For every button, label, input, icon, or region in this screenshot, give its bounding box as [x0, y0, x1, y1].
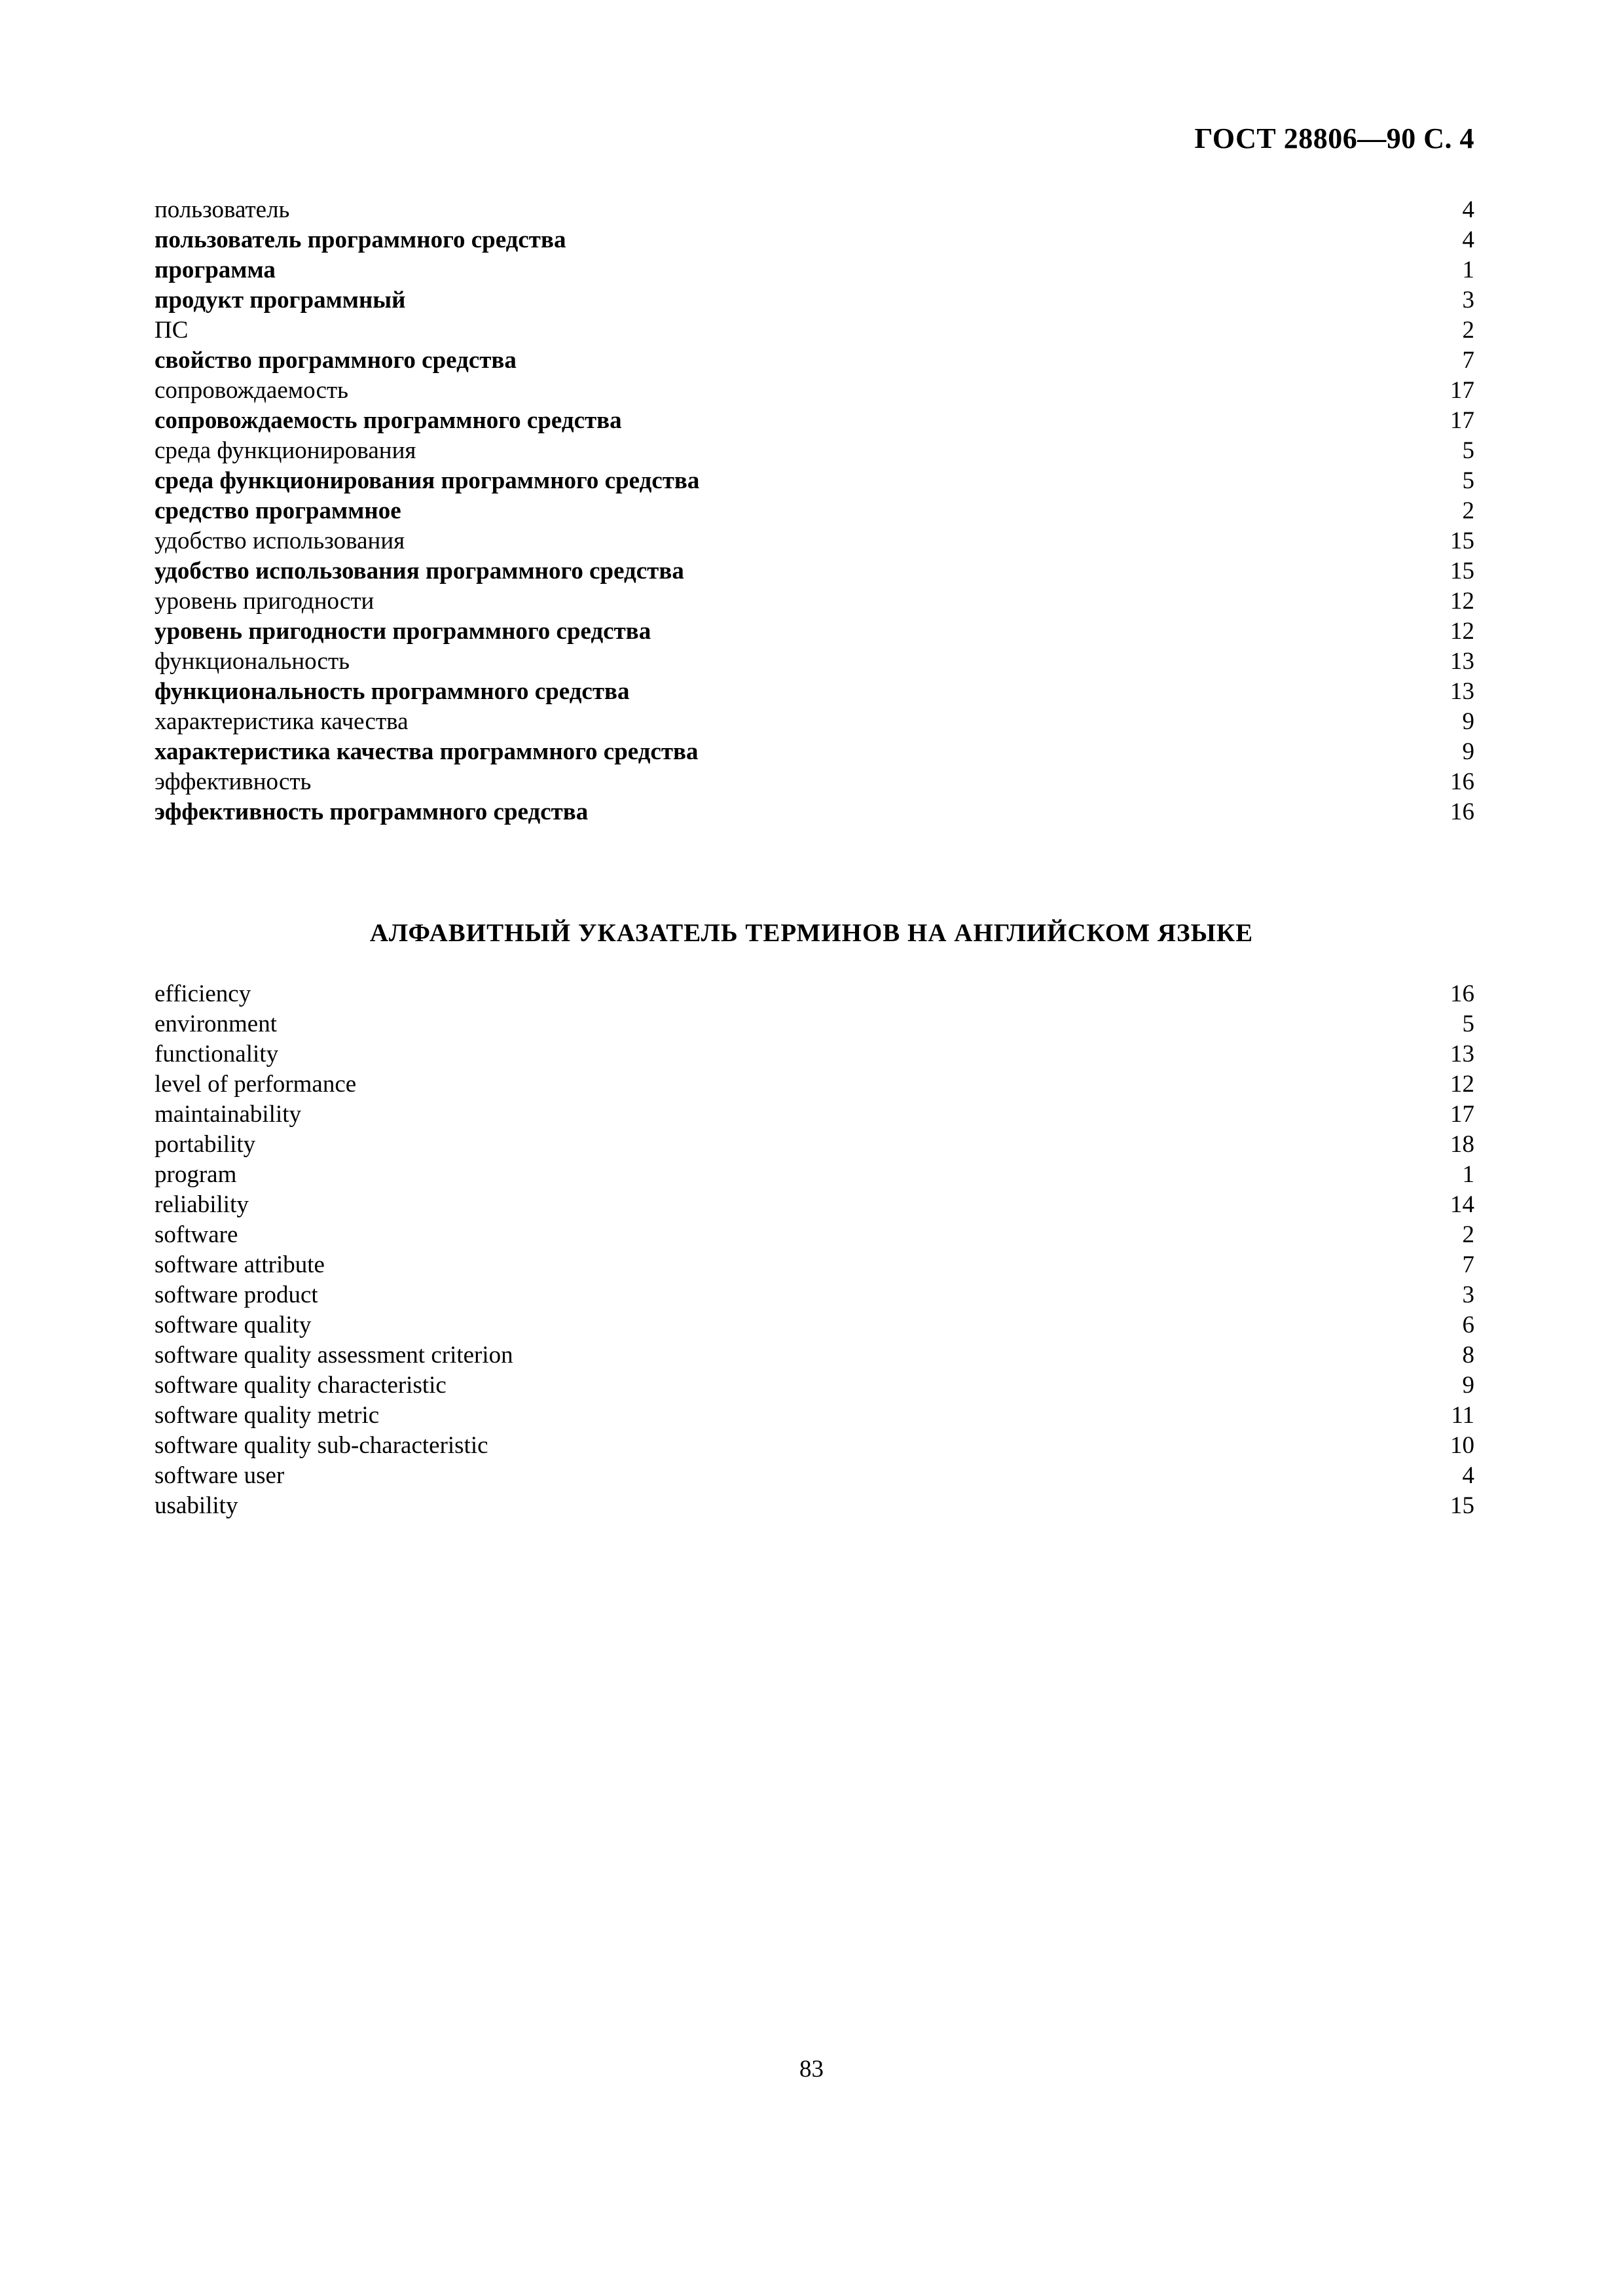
index-term: software — [155, 1221, 238, 1248]
index-term: характеристика качества программного средства — [155, 738, 699, 765]
index-row — [155, 1190, 1474, 1220]
index-row — [155, 406, 1474, 436]
index-row — [155, 677, 1474, 707]
index-term: эффективность программного средства — [155, 798, 589, 825]
index-number: 5 — [1462, 437, 1474, 464]
index-term: удобство использования программного средства — [155, 558, 684, 584]
index-term: maintainability — [155, 1101, 302, 1128]
index-row — [155, 1160, 1474, 1190]
index-number: 13 — [1450, 1041, 1474, 1067]
index-number: 9 — [1462, 708, 1474, 735]
index-number: 17 — [1450, 407, 1474, 434]
index-row — [155, 767, 1474, 797]
index-term: reliability — [155, 1191, 249, 1218]
index-row — [155, 617, 1474, 647]
index-number: 13 — [1450, 678, 1474, 705]
index-number: 12 — [1450, 588, 1474, 615]
index-number: 17 — [1450, 377, 1474, 404]
index-row — [155, 737, 1474, 767]
index-number: 9 — [1462, 1372, 1474, 1399]
index-number: 12 — [1450, 1071, 1474, 1098]
index-row — [155, 436, 1474, 466]
index-number: 7 — [1462, 1251, 1474, 1278]
index-number: 17 — [1450, 1101, 1474, 1128]
index-row — [155, 1310, 1474, 1340]
index-number: 18 — [1450, 1131, 1474, 1158]
index-row — [155, 285, 1474, 315]
index-number: 10 — [1450, 1432, 1474, 1459]
index-row — [155, 376, 1474, 406]
index-number: 3 — [1462, 1282, 1474, 1308]
index-number: 4 — [1462, 1462, 1474, 1489]
index-term: software quality characteristic — [155, 1372, 447, 1399]
english-term-index — [155, 979, 1474, 1521]
index-term: свойство программного средства — [155, 347, 517, 374]
index-term: среда функционирования программного средства — [155, 467, 700, 494]
index-row — [155, 225, 1474, 255]
index-term: ПС — [155, 317, 189, 344]
index-term: программа — [155, 257, 276, 283]
index-row — [155, 1250, 1474, 1280]
index-number: 16 — [1450, 980, 1474, 1007]
index-term: функциональность — [155, 648, 350, 675]
index-row — [155, 979, 1474, 1009]
index-number: 1 — [1462, 1161, 1474, 1188]
index-term: portability — [155, 1131, 256, 1158]
index-term: program — [155, 1161, 237, 1188]
index-row — [155, 1039, 1474, 1069]
index-number: 12 — [1450, 618, 1474, 645]
index-number: 14 — [1450, 1191, 1474, 1218]
index-number: 5 — [1462, 467, 1474, 494]
index-number: 2 — [1462, 317, 1474, 344]
index-term: usability — [155, 1492, 238, 1519]
index-number: 9 — [1462, 738, 1474, 765]
index-row — [155, 195, 1474, 225]
index-number: 16 — [1450, 798, 1474, 825]
index-row — [155, 496, 1474, 526]
index-term: среда функционирования — [155, 437, 416, 464]
index-row — [155, 1100, 1474, 1130]
index-number: 15 — [1450, 558, 1474, 584]
index-number: 5 — [1462, 1011, 1474, 1037]
index-row — [155, 1280, 1474, 1310]
index-term: software quality metric — [155, 1402, 380, 1429]
index-number: 15 — [1450, 528, 1474, 554]
index-term: software quality — [155, 1312, 312, 1338]
index-number: 3 — [1462, 287, 1474, 314]
page-header: ГОСТ 28806—90 С. 4 — [1194, 122, 1474, 154]
index-number: 2 — [1462, 1221, 1474, 1248]
index-row — [155, 1069, 1474, 1100]
index-number: 2 — [1462, 497, 1474, 524]
index-row — [155, 1371, 1474, 1401]
index-row — [155, 346, 1474, 376]
index-number: 1 — [1462, 257, 1474, 283]
index-term: уровень пригодности программного средства — [155, 618, 651, 645]
index-term: software quality sub-characteristic — [155, 1432, 488, 1459]
russian-term-index — [155, 195, 1474, 827]
index-term: software quality assessment criterion — [155, 1342, 513, 1369]
index-term: пользователь — [155, 196, 290, 223]
index-row — [155, 1009, 1474, 1039]
index-row — [155, 647, 1474, 677]
index-row — [155, 466, 1474, 496]
english-index-title: АЛФАВИТНЫЙ УКАЗАТЕЛЬ ТЕРМИНОВ НА АНГЛИЙСКОМ ЯЗЫКЕ — [369, 919, 1254, 947]
index-term: software user — [155, 1462, 285, 1489]
index-row — [155, 255, 1474, 285]
index-number: 11 — [1451, 1402, 1474, 1429]
index-row — [155, 1461, 1474, 1491]
index-term: environment — [155, 1011, 278, 1037]
index-term: характеристика качества — [155, 708, 409, 735]
index-row — [155, 797, 1474, 827]
index-number: 6 — [1462, 1312, 1474, 1338]
index-term: функциональность программного средства — [155, 678, 630, 705]
page-number: 83 — [799, 2056, 824, 2083]
index-row — [155, 556, 1474, 586]
index-term: сопровождаемость программного средства — [155, 407, 622, 434]
index-term: functionality — [155, 1041, 279, 1067]
index-row — [155, 1220, 1474, 1250]
index-row — [155, 1130, 1474, 1160]
index-number: 8 — [1462, 1342, 1474, 1369]
index-term: level of performance — [155, 1071, 357, 1098]
index-term: software product — [155, 1282, 318, 1308]
index-row — [155, 1491, 1474, 1521]
index-number: 7 — [1462, 347, 1474, 374]
index-term: software attribute — [155, 1251, 325, 1278]
index-term: эффективность — [155, 768, 312, 795]
index-row — [155, 586, 1474, 617]
index-row — [155, 526, 1474, 556]
index-row — [155, 707, 1474, 737]
index-term: уровень пригодности — [155, 588, 374, 615]
index-term: удобство использования — [155, 528, 405, 554]
index-number: 4 — [1462, 226, 1474, 253]
index-term: продукт программный — [155, 287, 406, 314]
index-number: 4 — [1462, 196, 1474, 223]
index-number: 13 — [1450, 648, 1474, 675]
index-row — [155, 1340, 1474, 1371]
index-number: 15 — [1450, 1492, 1474, 1519]
index-row — [155, 1401, 1474, 1431]
index-number: 16 — [1450, 768, 1474, 795]
index-term: средство программное — [155, 497, 401, 524]
index-term: пользователь программного средства — [155, 226, 566, 253]
index-row — [155, 1431, 1474, 1461]
index-term: сопровождаемость — [155, 377, 349, 404]
index-row — [155, 315, 1474, 346]
index-term: efficiency — [155, 980, 251, 1007]
